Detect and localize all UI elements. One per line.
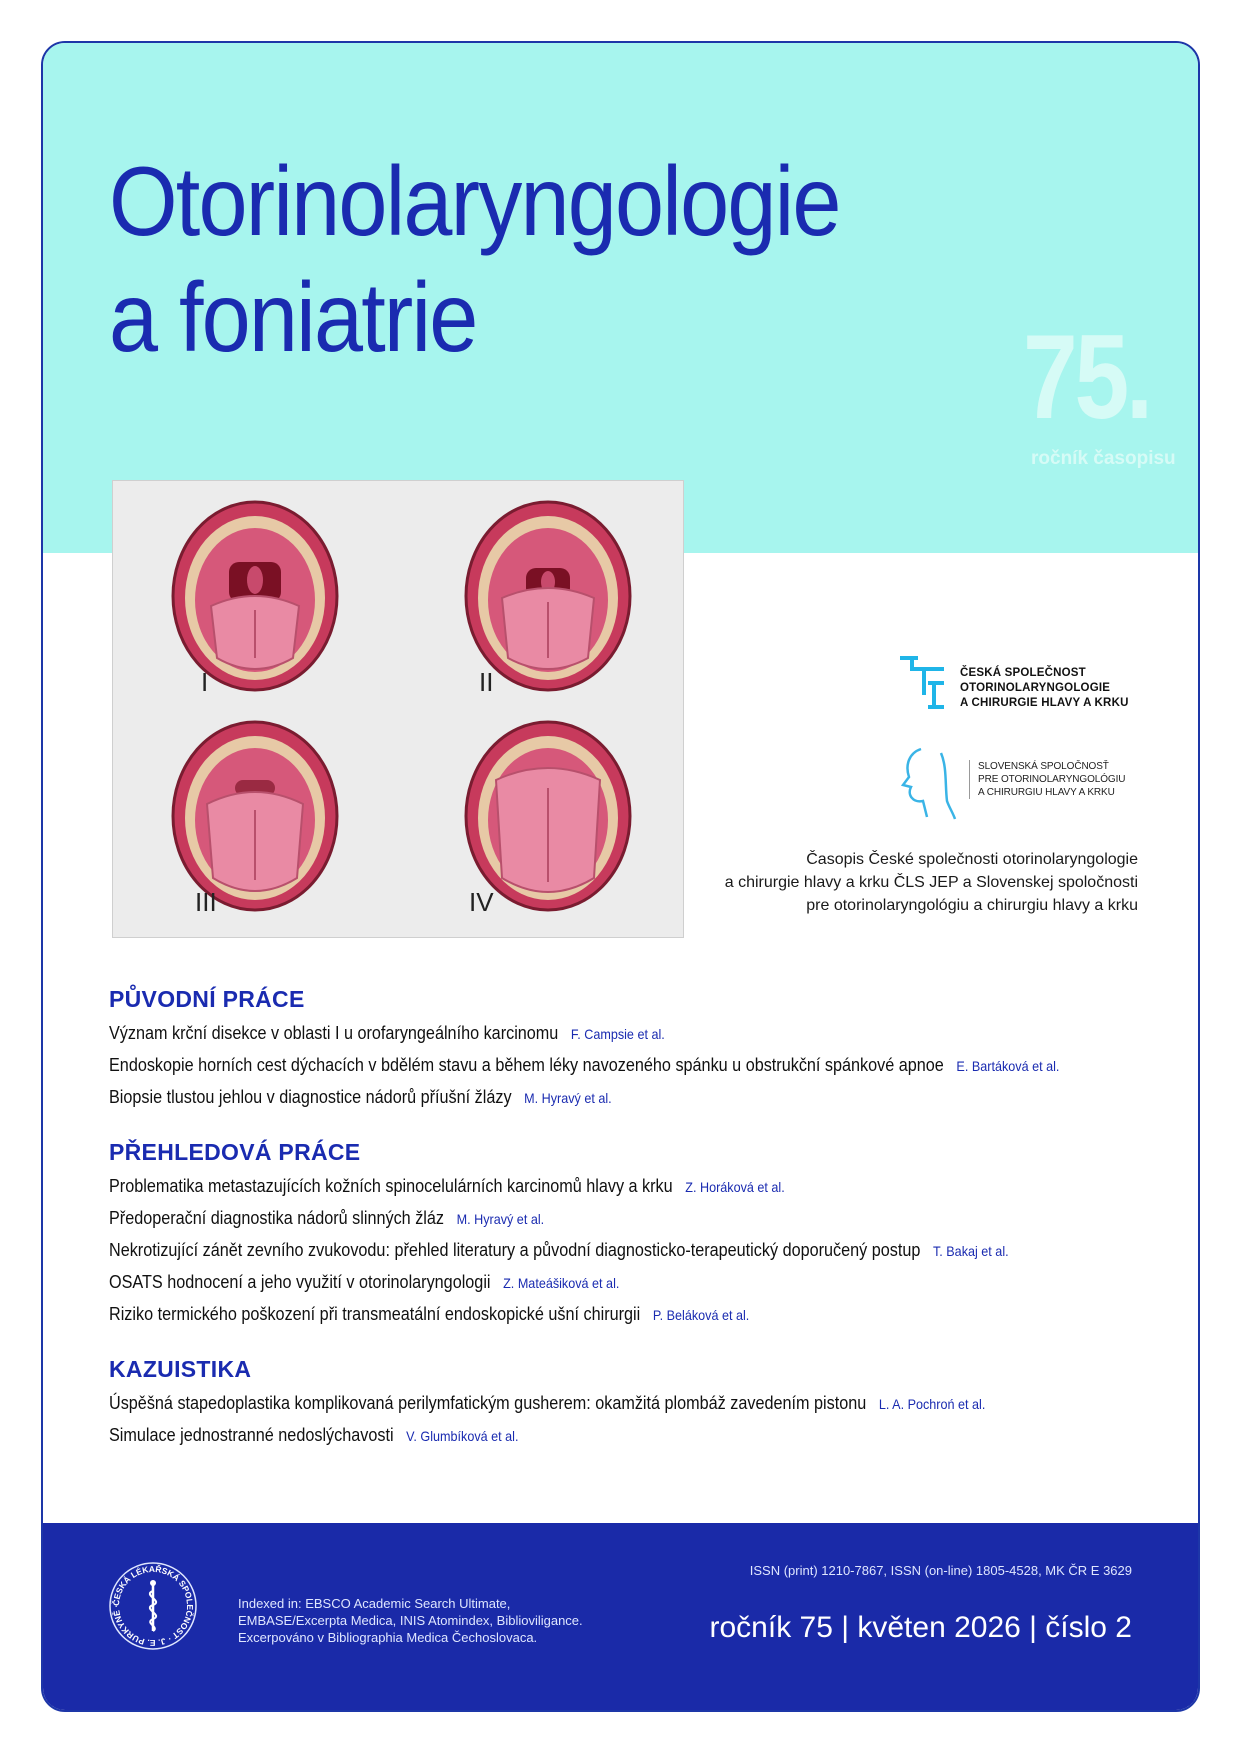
- czech-medical-association-seal-icon: [108, 1561, 198, 1651]
- article-title: Simulace jednostranné nedoslýchavosti: [109, 1425, 394, 1445]
- czech-society-emblem-icon: [898, 655, 950, 711]
- mallampati-illustration: [113, 481, 683, 937]
- article-item[interactable]: [109, 1087, 612, 1108]
- mouth-class-2: [466, 502, 630, 690]
- article-title: Riziko termického poškození při transmeatální endoskopické ušní chirurgii: [109, 1304, 641, 1324]
- article-item[interactable]: [109, 1055, 1059, 1076]
- article-title: Význam krční disekce v oblasti I u orofaryngeálního karcinomu: [109, 1023, 559, 1043]
- journal-cover: [41, 41, 1200, 1712]
- article-authors: L. A. Pochroń et al.: [878, 1396, 986, 1412]
- indexing-info-line-1: Indexed in: EBSCO Academic Search Ultimate,: [238, 1596, 511, 1611]
- article-authors: M. Hyravý et al.: [456, 1211, 545, 1227]
- article-title: Předoperační diagnostika nádorů slinných žláz: [109, 1208, 445, 1228]
- issue-info: ročník 75 | květen 2026 | číslo 2: [709, 1611, 1132, 1644]
- article-item[interactable]: [109, 1176, 785, 1197]
- figure-label-1: I: [201, 667, 209, 697]
- czech-society-name: [960, 666, 1129, 711]
- article-title: Úspěšná stapedoplastika komplikovaná perilymfatickým gusherem: okamžitá plombáž zavedením pistonu: [109, 1393, 867, 1413]
- article-authors: M. Hyravý et al.: [524, 1090, 612, 1106]
- journal-description-line-1: Časopis České společnosti otorinolaryngologie: [806, 851, 1138, 868]
- volume-label: ročník časopisu: [1031, 448, 1176, 469]
- cover-illustration: [112, 480, 684, 938]
- section-title-case-reports: KAZUISTIKA: [109, 1356, 252, 1382]
- indexing-info-line-3: Excerpováno v Bibliographia Medica Čechoslovaca.: [238, 1630, 538, 1645]
- czech-society-name-line-1: ČESKÁ SPOLEČNOST: [960, 667, 1086, 679]
- mouth-class-3: [173, 722, 337, 910]
- article-title: Problematika metastazujících kožních spinocelulárních karcinomů hlavy a krku: [109, 1176, 673, 1196]
- figure-label-3: III: [195, 887, 217, 917]
- figure-label-2: II: [479, 667, 494, 697]
- article-item[interactable]: [109, 1425, 518, 1446]
- article-title: Nekrotizující zánět zevního zvukovodu: přehled literatury a původní diagnosticko-terapeutický doporučený postup: [109, 1240, 921, 1260]
- journal-description-line-3: pre otorinolaryngológiu a chirurgiu hlavy a krku: [806, 897, 1138, 914]
- mouth-class-1: [173, 502, 337, 690]
- article-title: OSATS hodnocení a jeho využití v otorinolaryngologii: [109, 1272, 491, 1292]
- article-authors: Z. Horáková et al.: [685, 1179, 785, 1195]
- indexing-info-line-2: EMBASE/Excerpta Medica, INIS Atomindex, Biblioviligance.: [238, 1613, 583, 1628]
- article-title: Endoskopie horních cest dýchacích v bdělém stavu a během léky navozeného spánku u obstrukční spánkové apnoe: [109, 1055, 944, 1075]
- journal-title-line-2: a foniatrie: [109, 262, 477, 372]
- mouth-class-4: [466, 722, 630, 910]
- article-item[interactable]: [109, 1393, 985, 1414]
- article-title: Biopsie tlustou jehlou v diagnostice nádorů příušní žlázy: [109, 1087, 512, 1107]
- article-authors: E. Bartáková et al.: [956, 1058, 1060, 1074]
- journal-title-line-1: Otorinolaryngologie: [109, 146, 840, 256]
- slovak-society-name-line-3: A CHIRURGIU HLAVY A KRKU: [978, 787, 1115, 798]
- slovak-society-name-line-2: PRE OTORINOLARYNGOLÓGIU: [978, 774, 1126, 785]
- head-profile-icon: [901, 745, 961, 821]
- article-item[interactable]: [109, 1304, 749, 1325]
- czech-society-logo: [898, 655, 1198, 715]
- seal-text: ČESKÁ LÉKAŘSKÁ SPOLEČNOST · J. E. PURKYNĚ ·: [110, 1563, 196, 1649]
- czech-society-name-line-3: A CHIRURGIE HLAVY A KRKU: [960, 697, 1129, 709]
- issn-info: ISSN (print) 1210-7867, ISSN (on-line) 1805-4528, MK ČR E 3629: [749, 1563, 1132, 1578]
- section-title-review: PŘEHLEDOVÁ PRÁCE: [109, 1139, 361, 1165]
- section-title-original-papers: PŮVODNÍ PRÁCE: [109, 986, 305, 1012]
- footer-band: [43, 1523, 1198, 1710]
- czech-society-name-line-2: OTORINOLARYNGOLOGIE: [960, 682, 1111, 694]
- article-item[interactable]: [109, 1208, 544, 1229]
- slovak-society-name-line-1: SLOVENSKÁ SPOLOČNOSŤ: [978, 761, 1109, 772]
- article-authors: F. Campsie et al.: [570, 1026, 665, 1042]
- slovak-society-logo: [901, 745, 1200, 821]
- article-item[interactable]: [109, 1272, 619, 1293]
- indexing-info: [238, 1595, 583, 1646]
- article-authors: V. Glumbíková et al.: [406, 1428, 519, 1444]
- article-item[interactable]: [109, 1240, 1009, 1261]
- article-item[interactable]: [109, 1023, 665, 1044]
- article-authors: T. Bakaj et al.: [932, 1243, 1009, 1259]
- slovak-society-name: [969, 760, 1125, 799]
- journal-description-line-2: a chirurgie hlavy a krku ČLS JEP a Slovenskej spoločnosti: [724, 874, 1138, 891]
- journal-description: [658, 848, 1138, 917]
- article-authors: P. Beláková et al.: [652, 1307, 750, 1323]
- article-authors: Z. Mateášiková et al.: [503, 1275, 620, 1291]
- journal-title: [109, 143, 840, 375]
- figure-label-4: IV: [469, 887, 494, 917]
- volume-number: 75.: [1023, 310, 1150, 444]
